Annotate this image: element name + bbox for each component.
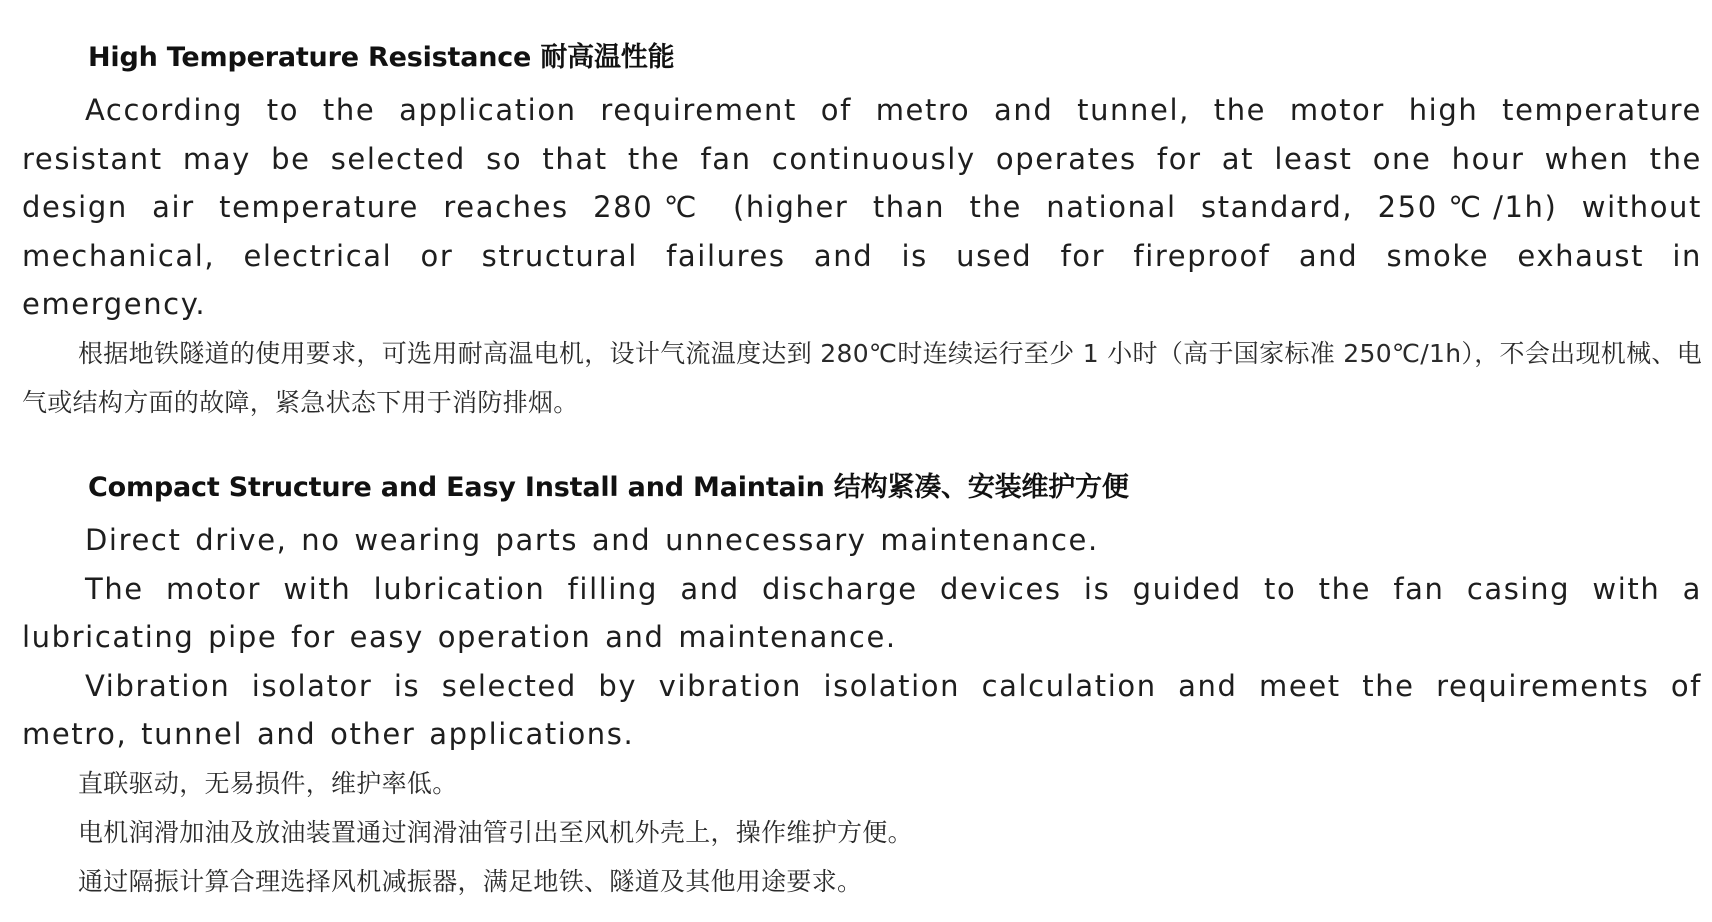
english-paragraph: The motor with lubrication filling and discharge devices is guided to the fan casing with a lubricating pipe for easy operation and maintenance.	[22, 571, 1702, 654]
section-heading: Compact Structure and Easy Install and Maintain 结构紧凑、安装维护方便	[88, 472, 1129, 503]
chinese-line: 直联驱动，无易损件，维护率低。	[78, 768, 458, 798]
chinese-paragraph: 根据地铁隧道的使用要求，可选用耐高温电机，设计气流温度达到 280℃时连续运行至少 1 小时（高于国家标准 250℃/1h），不会出现机械、电气或结构方面的故障，紧急状态下用于消防排烟。	[22, 338, 1702, 417]
english-paragraph: Vibration isolator is selected by vibration isolation calculation and meet the requirements of metro, tunnel and other applications.	[22, 668, 1702, 751]
section-high-temperature-resistance	[22, 38, 1702, 427]
english-paragraph: According to the application requirement of metro and tunnel, the motor high temperature resistant may be selected so that the fan continuously operates for at least one hour when the design air temperature reaches 280℃ (higher than the national standard, 250℃/1h) without mechanical, electrical or structural failures and is used for fireproof and smoke exhaust in emergency.	[22, 93, 1702, 321]
chinese-line: 电机润滑加油及放油装置通过润滑油管引出至风机外壳上，操作维护方便。	[78, 817, 913, 847]
chinese-line: 通过隔振计算合理选择风机减振器，满足地铁、隧道及其他用途要求。	[78, 866, 863, 896]
section-compact-structure	[22, 468, 1702, 906]
section-heading: High Temperature Resistance 耐高温性能	[88, 42, 675, 73]
english-paragraph: Direct drive, no wearing parts and unnecessary maintenance.	[85, 523, 1099, 557]
